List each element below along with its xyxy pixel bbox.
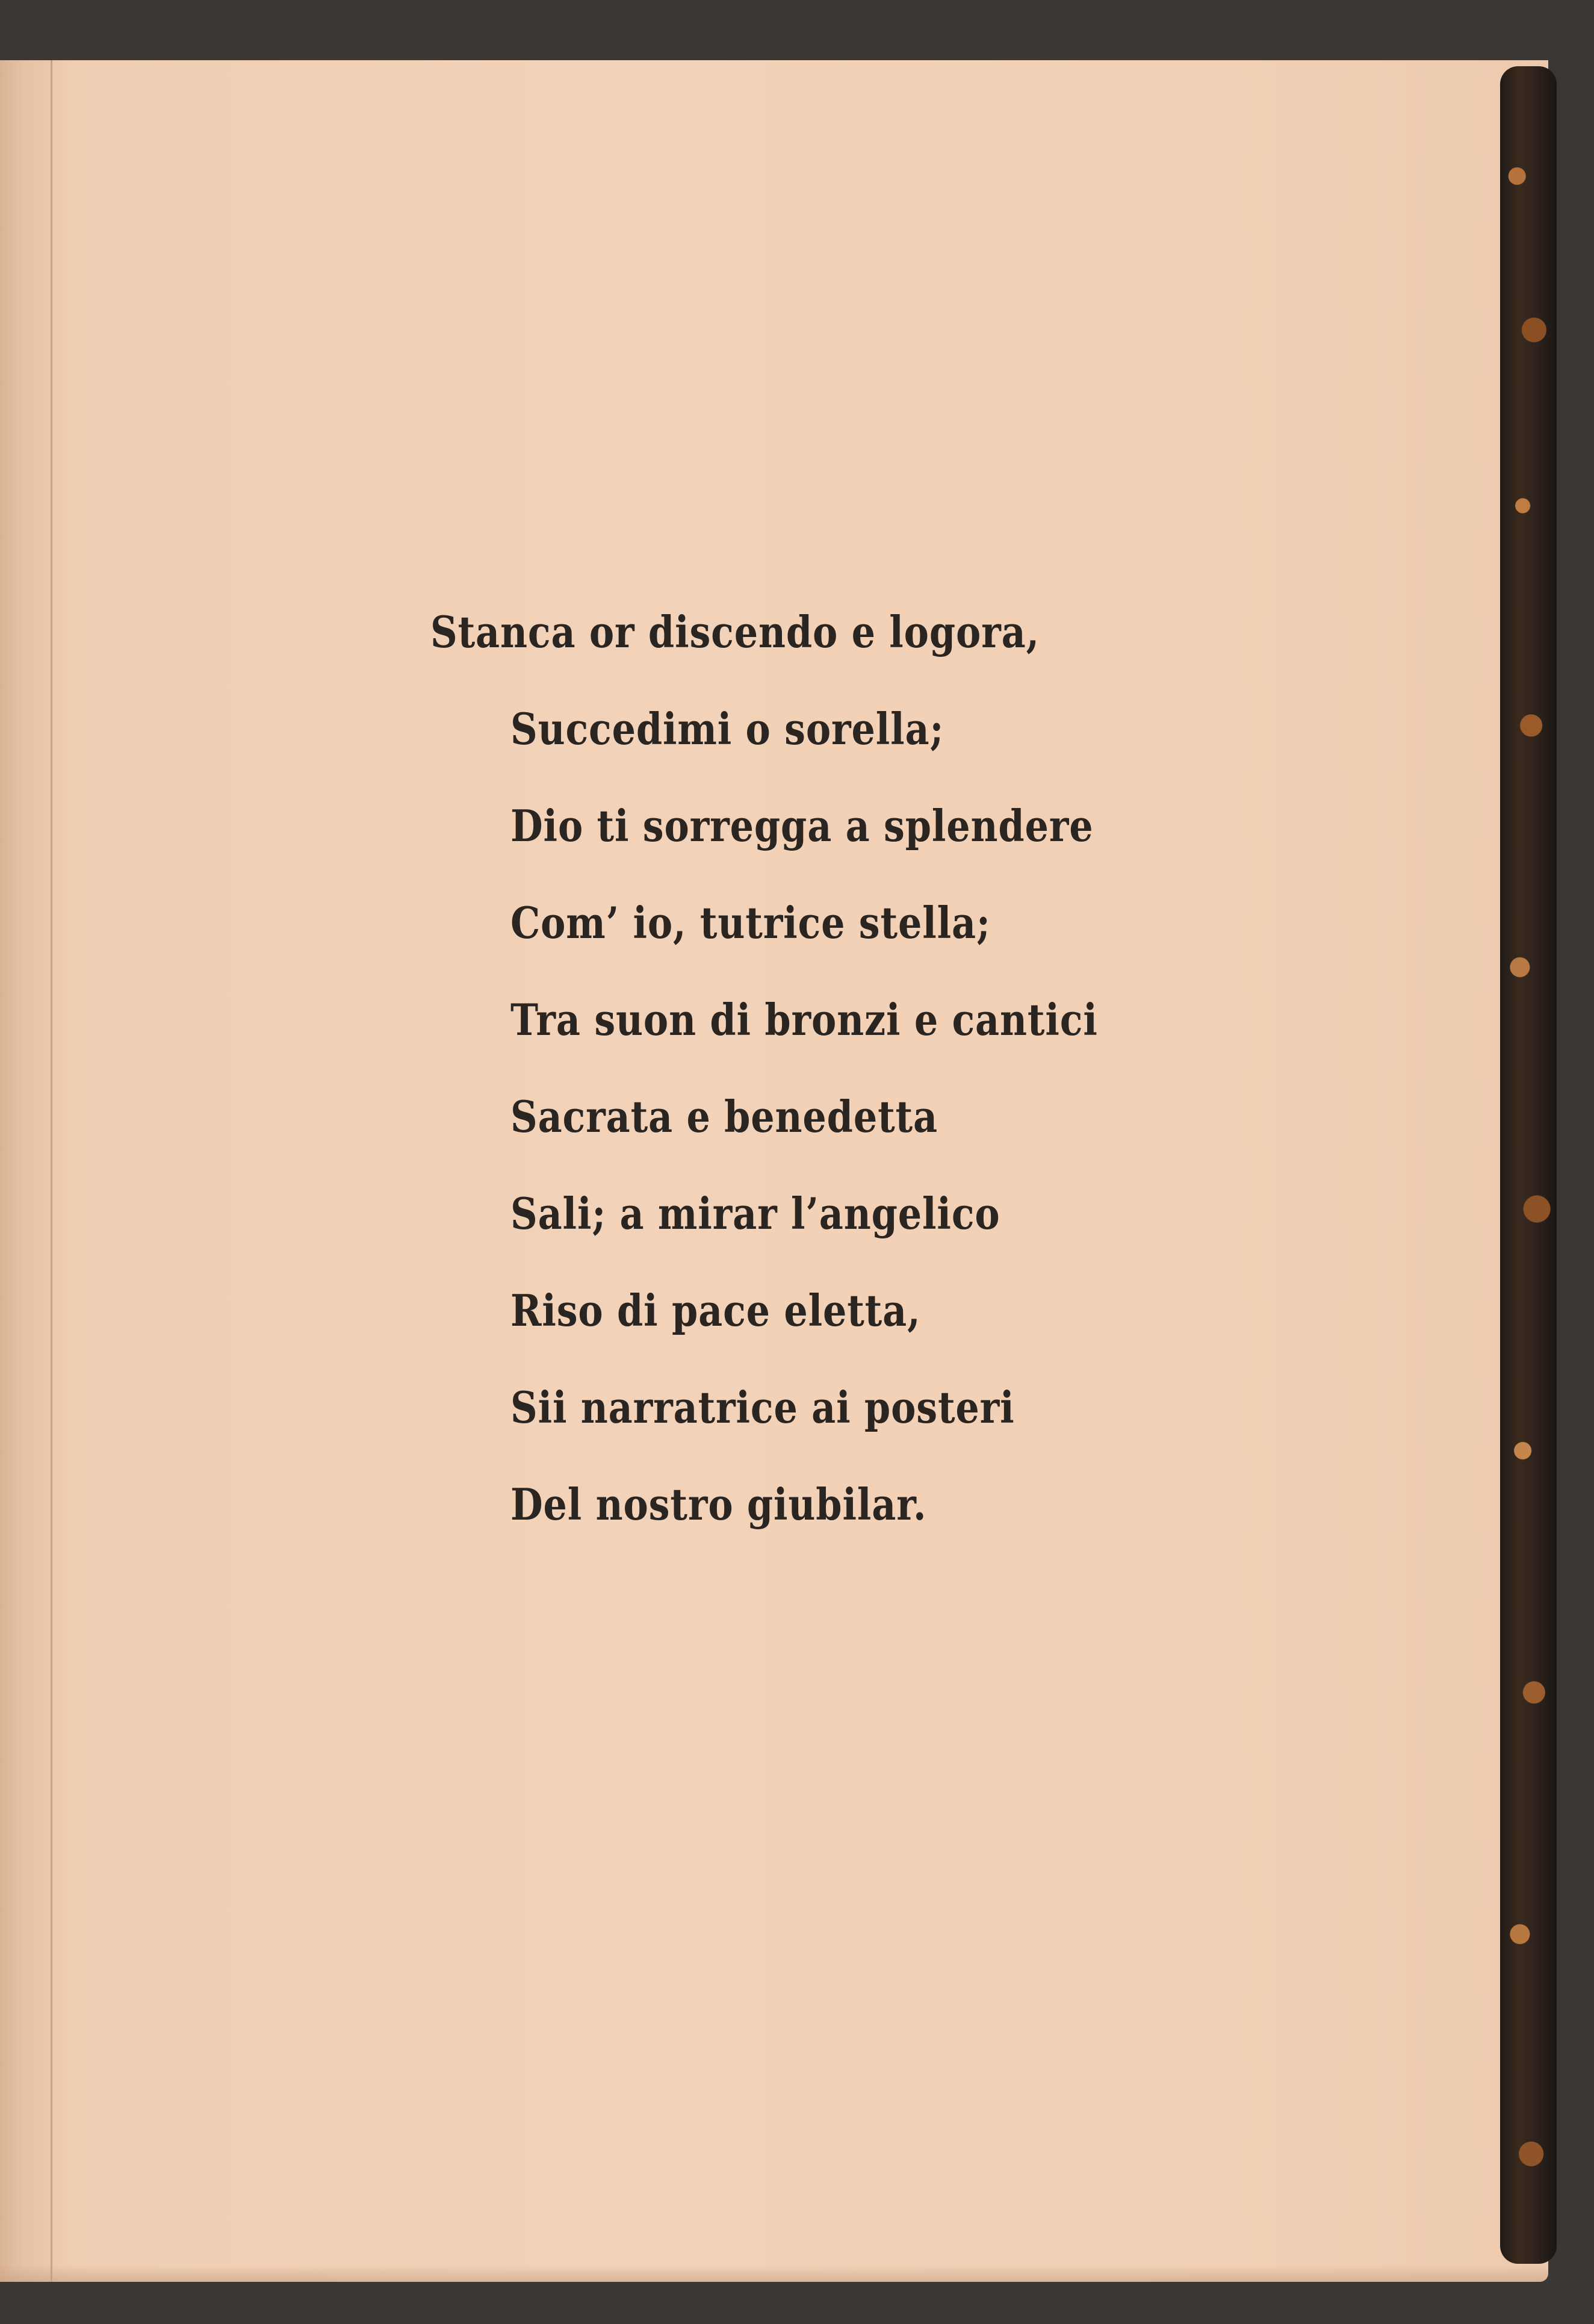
verse-line-4: Com’ io, tutrice stella; (510, 897, 991, 948)
verse-line-7: Sali; a mirar l’angelico (510, 1188, 1000, 1239)
marbled-book-spine (1500, 66, 1557, 2264)
verse-line-9: Sii narratrice ai posteri (510, 1382, 1015, 1433)
verse-line-3: Dio ti sorregga a splendere (510, 800, 1094, 851)
verse-line-2: Succedimi o sorella; (510, 703, 944, 754)
paper-page (0, 60, 1548, 2282)
verse-line-10: Del nostro giubilar. (510, 1479, 927, 1530)
verse-line-6: Sacrata e benedetta (510, 1091, 938, 1142)
verse-line-5: Tra suon di bronzi e cantici (510, 994, 1098, 1045)
verse-line-1: Stanca or discendo e logora, (430, 606, 1040, 657)
verse-line-8: Riso di pace eletta, (510, 1285, 921, 1336)
poem-stanza (0, 60, 1548, 2282)
